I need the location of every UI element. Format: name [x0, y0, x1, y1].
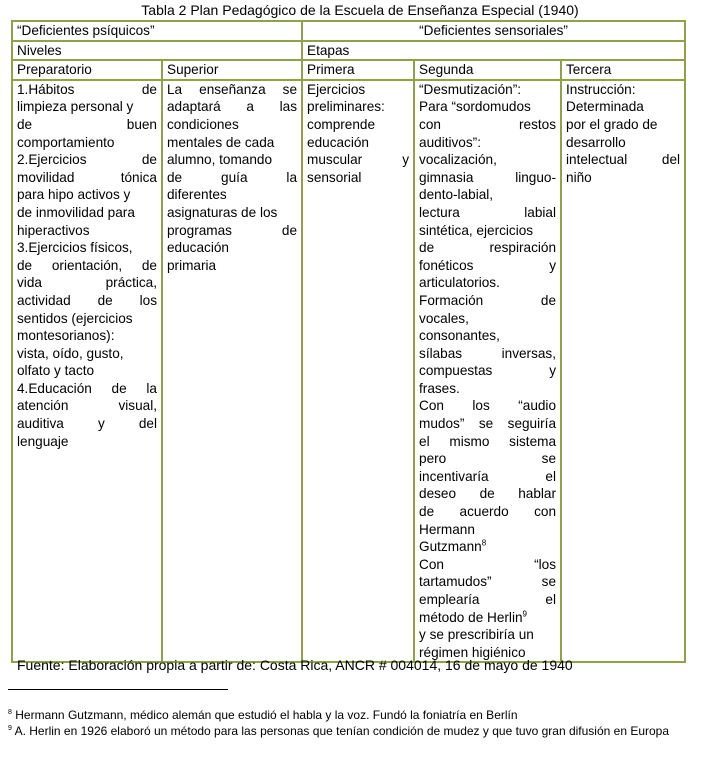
cell-line: lectura labial [419, 204, 557, 220]
cell-line: desarrollo [566, 134, 626, 150]
cell-line: régimen higiénico [419, 644, 526, 660]
group-header-psiquicos: “Deficientes psíquicos” [12, 21, 302, 41]
cell-line: montesorianos): [17, 328, 115, 344]
cell-line: de guía la [167, 169, 298, 185]
cell-line: de acuerdo con [419, 504, 557, 520]
cell-line: La enseñanza se [167, 81, 298, 97]
footnote-ref-9: 9 [522, 609, 527, 619]
cell-line: sintética, ejercicios [419, 222, 534, 238]
cell-line: pero se [419, 451, 557, 467]
cell-line: atención visual, [17, 398, 157, 414]
footnote-number: 8 [8, 709, 12, 716]
cell-line: adaptará a las [167, 99, 298, 115]
cell-line: vista, oído, gusto, [17, 345, 124, 361]
cell-line [419, 609, 556, 627]
column-header-primera: Primera [302, 60, 414, 80]
cell-line: mudos” se seguiría [419, 416, 557, 432]
cell-line [419, 538, 556, 556]
cell-line: alumno, tomando [167, 152, 273, 168]
cell-line: Formación de [419, 292, 557, 308]
herlin-text: método de Herlin [419, 609, 523, 625]
cell-line: articulatorios. [419, 275, 500, 291]
cell-line: gimnasia linguo- [419, 169, 557, 185]
footnote-9 [8, 724, 713, 738]
cell-line: auditiva y del [17, 416, 157, 432]
cell-primera [302, 80, 414, 663]
footnote-8 [8, 708, 713, 722]
cell-line: Con los “audio [419, 398, 557, 414]
cell-line: muscular y [307, 152, 410, 168]
cell-line: emplearía el [419, 592, 557, 607]
cell-line: Para “sordomudos [419, 99, 531, 115]
footnote-number: 9 [8, 725, 12, 732]
cell-segunda [414, 80, 561, 663]
cell-line: 3.Ejercicios físicos, [17, 240, 133, 256]
cell-line: sensorial [307, 169, 362, 185]
cell-line: primaria [167, 257, 217, 273]
cell-line: y se prescribiría un [419, 627, 534, 643]
cell-line: olfato y tacto [17, 363, 95, 379]
cell-line: hiperactivos [17, 222, 90, 238]
cell-line: el mismo sistema [419, 433, 557, 449]
cell-line: programas de [167, 222, 298, 238]
cell-line: 1.Hábitos de [17, 81, 157, 97]
cell-line: de respiración [419, 240, 557, 256]
cell-line: deseo de hablar [419, 486, 557, 502]
cell-line: asignaturas de los [167, 204, 278, 220]
cell-line: con restos [419, 116, 557, 132]
niveles-header: Niveles [12, 41, 302, 61]
cell-line: compuestas y [419, 363, 557, 379]
cell-line: lenguaje [17, 433, 69, 449]
table-source: Fuente: Elaboración propia a partir de: Costa Rica, ANCR # 004014, 16 de mayo de 1940 [17, 657, 573, 673]
cell-line: para hipo activos y [17, 187, 131, 203]
cell-line: educación [307, 134, 369, 150]
cell-superior [162, 80, 302, 663]
cell-line: dento-labial, [419, 187, 494, 203]
group-header-sensoriales: “Deficientes sensoriales” [302, 21, 685, 41]
cell-line: mentales de cada [167, 134, 275, 150]
cell-line: Determinada [566, 99, 644, 115]
cell-line: movilidad tónica [17, 169, 157, 185]
gutzmann-text: Gutzmann [419, 539, 482, 555]
cell-line: comprende [307, 116, 376, 132]
column-header-tercera: Tercera [561, 60, 685, 80]
cell-line: niño [566, 169, 592, 185]
cell-line: sentidos (ejercicios [17, 310, 133, 326]
cell-line: diferentes [167, 187, 227, 203]
cell-line: auditivos”: [419, 134, 481, 150]
cell-line: comportamiento [17, 134, 115, 150]
etapas-header: Etapas [302, 41, 685, 61]
cell-line: 2.Ejercicios de [17, 152, 157, 168]
table-caption: Tabla 2 Plan Pedagógico de la Escuela de Enseñanza Especial (1940) [141, 2, 579, 18]
cell-line: vocales, [419, 310, 469, 326]
cell-line: educación [167, 240, 229, 256]
column-header-superior: Superior [162, 60, 302, 80]
cell-line: de inmovilidad para [17, 204, 135, 220]
cell-line: vida práctica, [17, 275, 157, 291]
footnote-ref-8: 8 [481, 538, 487, 548]
pedagogical-plan-table [11, 20, 686, 663]
cell-line: frases. [419, 380, 460, 396]
cell-line: incentivaría el [419, 468, 557, 484]
cell-preparatorio [12, 80, 162, 663]
footnote-text: Hermann Gutzmann, médico alemán que estudió el habla y la voz. Fundó la foniatría en Berlín [15, 708, 518, 722]
cell-line: sílabas inversas, [419, 345, 557, 361]
footnote-text: A. Herlin en 1926 elaboró un método para las personas que tenían condición de mudez y que tuvo gran difusión en Europa [14, 724, 670, 738]
cell-line: consonantes, [419, 328, 500, 344]
cell-line: Ejercicios [307, 81, 366, 97]
cell-tercera [561, 80, 685, 663]
cell-line: fonéticos y [419, 257, 557, 273]
cell-line: Instrucción: [566, 81, 636, 97]
cell-line: limpieza personal y [17, 99, 134, 115]
cell-line: condiciones [167, 116, 239, 132]
cell-line: vocalización, [419, 152, 497, 168]
footnote-divider [8, 689, 228, 690]
cell-line: preliminares: [307, 99, 385, 115]
cell-line: Hermann [419, 521, 475, 537]
column-header-preparatorio: Preparatorio [12, 60, 162, 80]
column-header-segunda: Segunda [414, 60, 561, 80]
cell-line: actividad de los [17, 292, 157, 308]
cell-line: 4.Educación de la [17, 380, 157, 396]
cell-line: intelectual del [566, 152, 681, 168]
cell-line: “Desmutización”: [419, 81, 521, 97]
cell-line: por el grado de [566, 116, 658, 132]
cell-line: Con “los [419, 556, 557, 572]
cell-line: tartamudos” se [419, 574, 557, 590]
cell-line: de orientación, de [17, 257, 157, 273]
cell-line: de buen [17, 116, 157, 132]
